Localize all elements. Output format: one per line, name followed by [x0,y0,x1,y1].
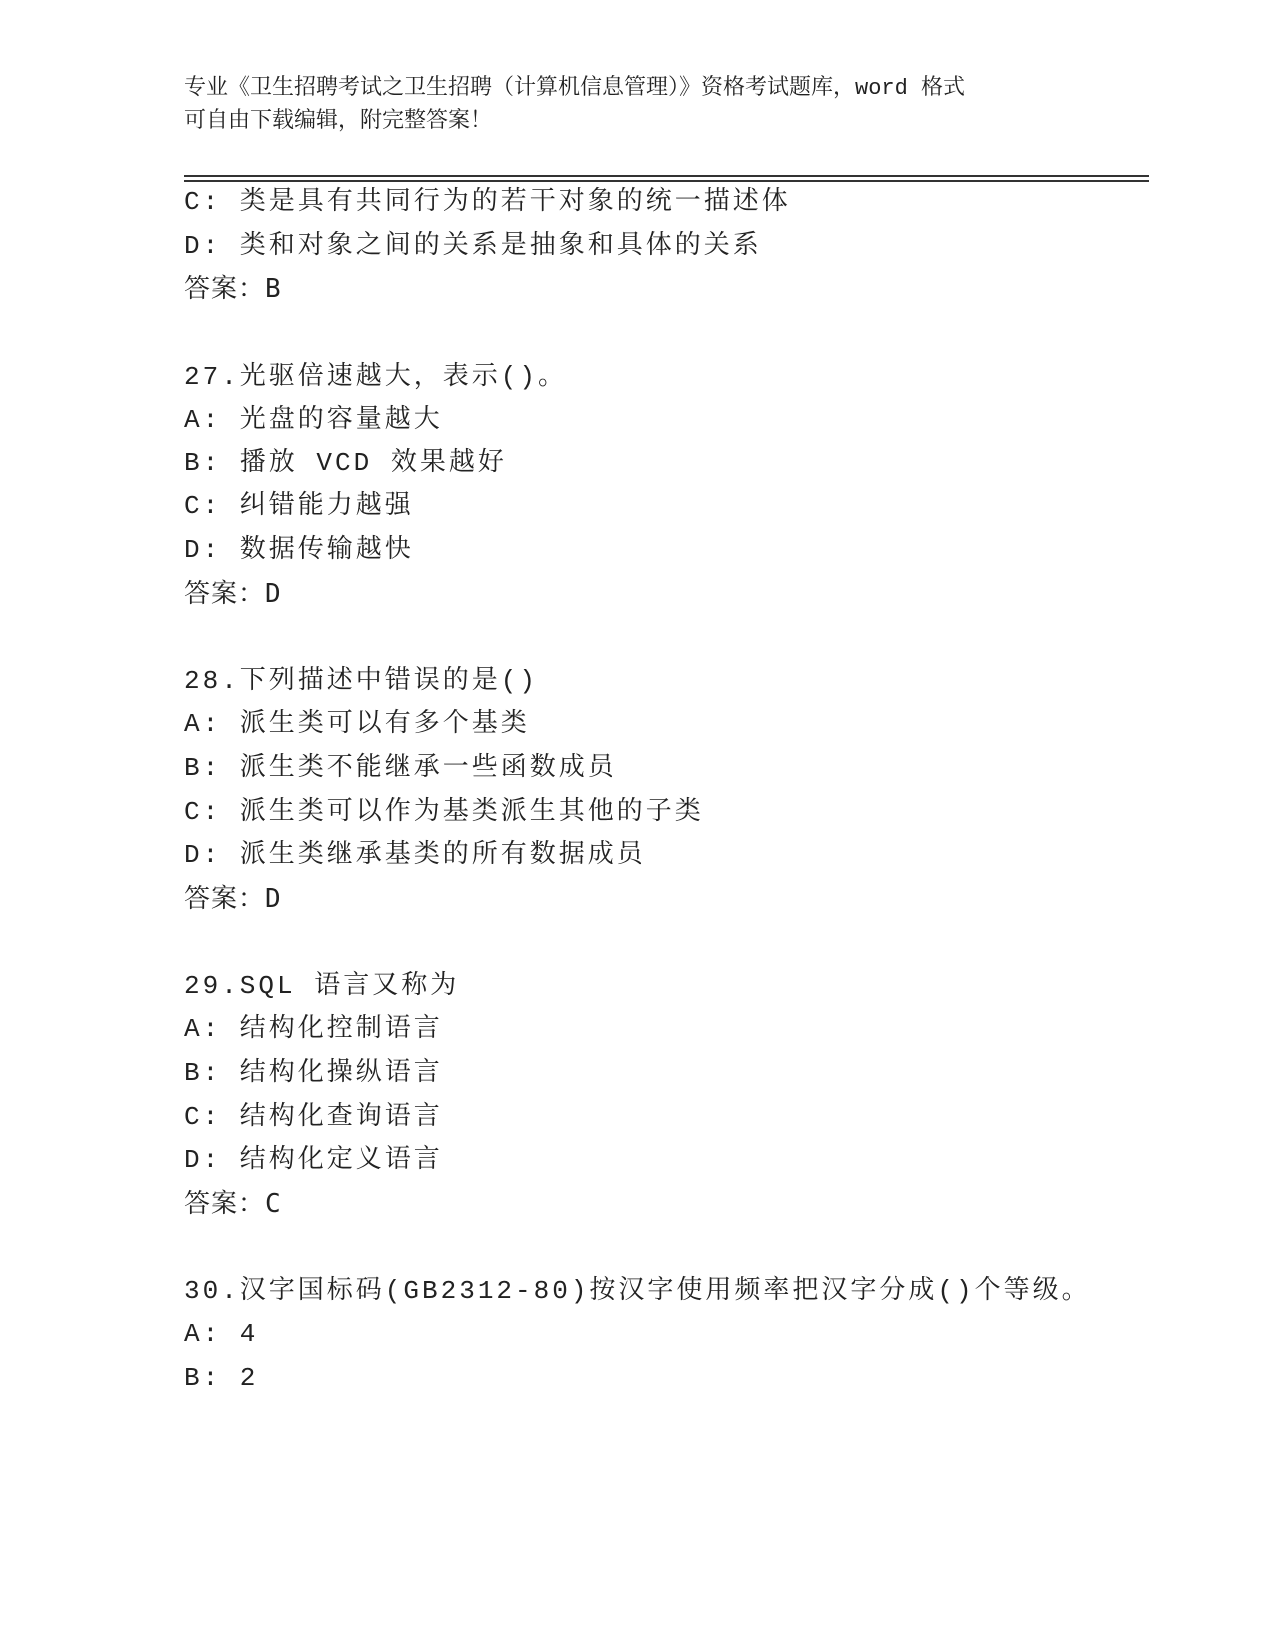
option-d: D: 数据传输越快 [184,535,414,565]
answer-line: 答案：C [184,1189,282,1219]
header-divider-top [184,175,1149,177]
option-a: A: 结构化控制语言 [184,1014,443,1044]
question-30: 30.汉字国标码(GB2312-80)按汉字使用频率把汉字分成()个等级。 [184,1276,1091,1306]
option-c: C: 结构化查询语言 [184,1102,443,1132]
question-28: 28.下列描述中错误的是() [184,666,539,696]
option-d: D: 类和对象之间的关系是抽象和具体的关系 [184,231,762,261]
option-a: A: 派生类可以有多个基类 [184,709,530,739]
question-27: 27.光驱倍速越大，表示()。 [184,362,568,392]
option-b: B: 结构化操纵语言 [184,1058,443,1088]
document-header [184,72,1084,138]
option-d: D: 派生类继承基类的所有数据成员 [184,840,646,870]
header-line-2: 可自由下载编辑，附完整答案！ [184,109,493,134]
option-a: A: 光盘的容量越大 [184,405,443,435]
question-29: 29.SQL 语言又称为 [184,971,460,1001]
option-c: C: 纠错能力越强 [184,491,414,521]
answer-line: 答案：D [184,884,282,914]
option-a: A: 4 [184,1319,259,1349]
header-line-1: 专业《卫生招聘考试之卫生招聘（计算机信息管理）》资格考试题库，word 格式 [184,76,966,101]
option-c: C: 派生类可以作为基类派生其他的子类 [184,797,704,827]
option-d: D: 结构化定义语言 [184,1145,443,1175]
option-b: B: 2 [184,1363,259,1393]
header-divider-bottom [184,180,1149,182]
answer-line: 答案：D [184,579,282,609]
option-b: B: 派生类不能继承一些函数成员 [184,753,617,783]
option-b: B: 播放 VCD 效果越好 [184,448,507,478]
option-c: C: 类是具有共同行为的若干对象的统一描述体 [184,187,791,217]
answer-line: 答案：B [184,274,282,304]
